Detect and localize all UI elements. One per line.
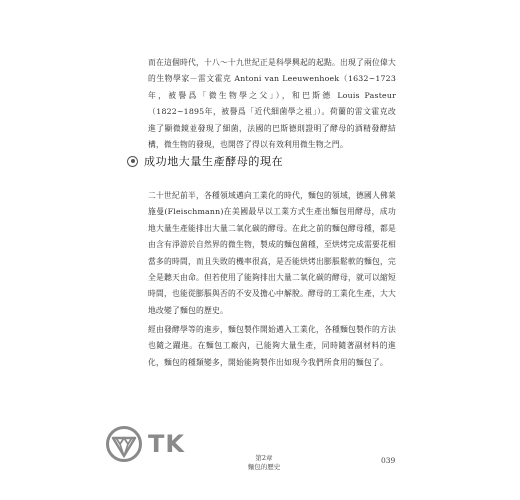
- logo-text: TK: [148, 430, 185, 458]
- chapter-number: 第2章: [255, 454, 273, 462]
- section-heading-text: 成功地大量生產酵母的現在: [144, 155, 284, 168]
- section-heading: [127, 153, 283, 169]
- publisher-logo: [106, 426, 185, 462]
- page-number: 039: [381, 456, 396, 465]
- diamond-emblem-icon: [106, 426, 142, 462]
- chapter-title: 麵包的歷史: [247, 463, 281, 471]
- circle-bullet-icon: [127, 156, 138, 167]
- paragraph-industrialization: 經由發酵學等的進步，麵包製作開始邁入工業化，各種麵包製作的方法也隨之躍進。在麵包工廠內，已能夠大量生產，同時隨著副材料的進化，麵包的種類變多，開始能夠製作出如現今我們所食用的麵包了。: [148, 325, 396, 367]
- paragraph-scientists: 而在這個時代，十八～十九世紀正是科學興起的起點。出現了兩位偉大的生物學家－雷文霍克 Antoni van Leeuwenhoek（1632~1723年，被譽爲「微生物學之父」），和巴斯德 Louis Pasteur（1822~1895年，被譽爲「近代細菌學之祖」）。荷蘭的雷文霍克改進了顯微鏡並發現了細菌，法國的巴斯德則證明了酵母的酒精發酵結構，微生物的發現，也開啓了得以有效利用微生物之門。: [148, 58, 396, 150]
- paragraph-fleischmann: 二十世紀前半，各種領域邁向工業化的時代，麵包的領域，德國人佛萊施曼(Fleischmann)在美國最早以工業方式生產出麵包用酵母，成功地大量生產能排出大量二氧化碳的酵母。在此之前的麵包酵母種，都是由含有淨游於自然界的微生物，製成的麵包菌種，至烘烤完成需要花相當多的時間，而且失敗的機率很高，是否能烘烤出膨脹鬆軟的麵包，完全是聽天由命。但若使用了能夠排出大量二氧化碳的酵母，就可以縮短時間，也能從膨脹與否的不安及擔心中解脫。酵母的工業化生產，大大地改變了麵包的歷史。: [148, 191, 396, 315]
